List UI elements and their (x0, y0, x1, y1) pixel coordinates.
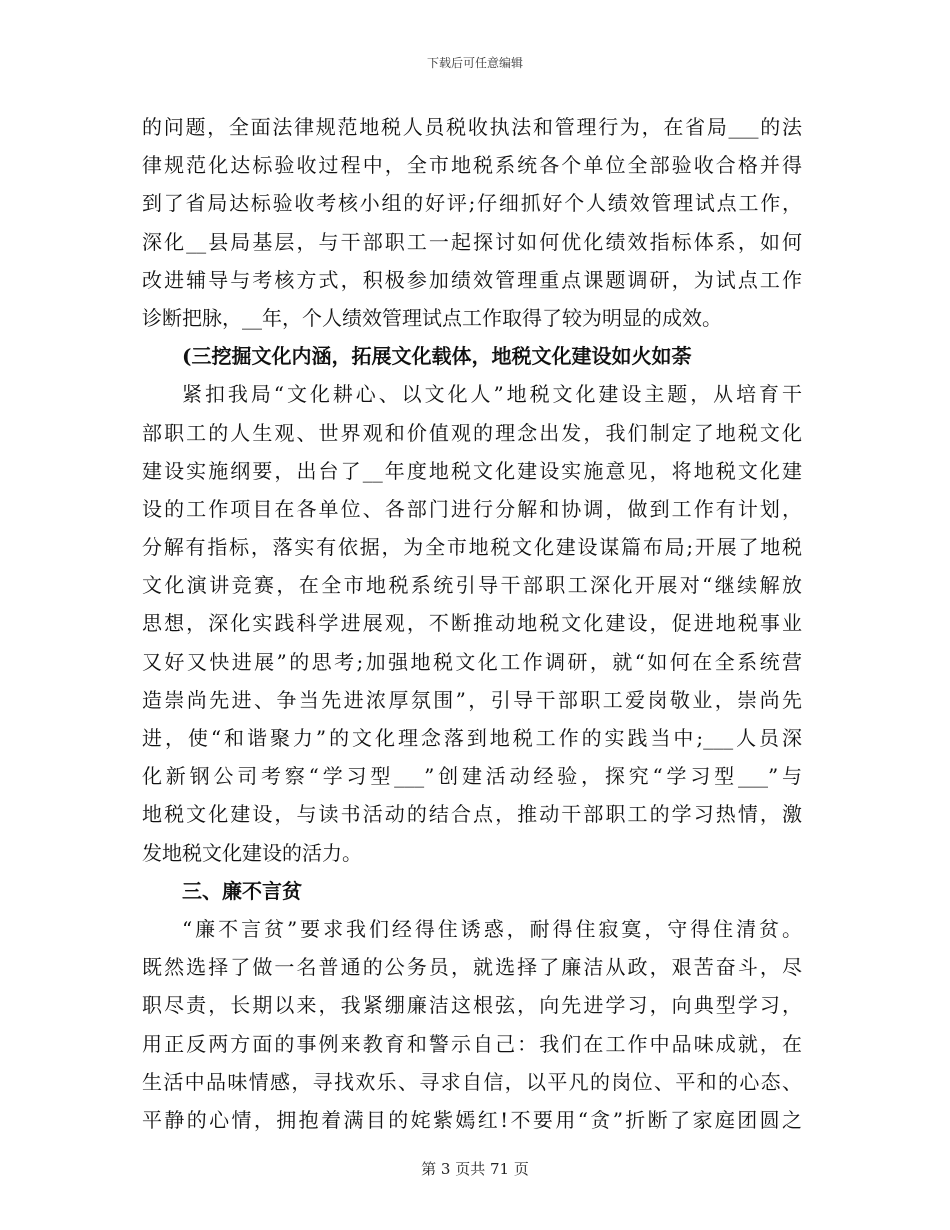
text-line: 律规范化达标验收过程中，全市地税系统各个单位全部验收合格并得 (142, 153, 802, 178)
text-line: 设的工作项目在各单位、各部门进行分解和协调，做到工作有计划， (142, 496, 802, 521)
document-body (142, 108, 802, 1139)
text-line: “廉不言贫”要求我们经得住诱惑，耐得住寂寞，守得住清贫。 (182, 916, 802, 941)
page-footer: 第 3 页共 71 页 (421, 1160, 529, 1178)
section-heading: (三挖掘文化内涵，拓展文化载体，地税文化建设如火如荼 (182, 344, 692, 369)
text-line: 进，使“和谐聚力”的文化理念落到地税工作的实践当中;___人员深 (142, 726, 802, 750)
text-line: 的问题，全面法律规范地税人员税收执法和管理行为，在省局___的法 (142, 115, 802, 139)
text-line: 地税文化建设，与读书活动的结合点，推动干部职工的学习热情，激 (142, 802, 802, 827)
text-line: 诊断把脉，__年，个人绩效管理试点工作取得了较为明显的成效。 (142, 305, 722, 330)
text-line: 生活中品味情感，寻找欢乐、寻求自信，以平凡的岗位、平和的心态、 (142, 1069, 802, 1094)
text-line: 建设实施纲要，出台了__年度地税文化建设实施意见，将地税文化建 (142, 458, 802, 483)
text-line: 职尽责，长期以来，我紧绷廉洁这根弦，向先进学习，向典型学习， (142, 993, 802, 1018)
text-line: 文化演讲竞赛，在全市地税系统引导干部职工深化开展对“继续解放 (142, 573, 802, 598)
text-line: 分解有指标，落实有依据，为全市地税文化建设谋篇布局;开展了地税 (142, 535, 802, 560)
text-line: 化新钢公司考察“学习型___”创建活动经验，探究“学习型___”与 (142, 764, 802, 789)
text-line: 用正反两方面的事例来教育和警示自己：我们在工作中品味成就，在 (142, 1031, 802, 1056)
text-line: 深化__县局基层，与干部职工一起探讨如何优化绩效指标体系，如何 (142, 229, 802, 254)
text-line: 到了省局达标验收考核小组的好评;仔细抓好个人绩效管理试点工作， (142, 191, 802, 216)
text-line: 思想，深化实践科学进展观，不断推动地税文化建设，促进地税事业 (142, 611, 802, 636)
text-line: 发地税文化建设的活力。 (142, 840, 362, 865)
text-line: 又好又快进展”的思考;加强地税文化工作调研，就“如何在全系统营 (142, 649, 802, 674)
text-line: 紧扣我局“文化耕心、以文化人”地税文化建设主题，从培育干 (182, 382, 802, 407)
page-header: 下载后可任意编辑 (426, 56, 523, 70)
section-heading: 三、廉不言贫 (182, 878, 302, 903)
text-line: 造崇尚先进、争当先进浓厚氛围”，引导干部职工爱岗敬业，崇尚先 (142, 687, 802, 712)
text-line: 改进辅导与考核方式，积极参加绩效管理重点课题调研，为试点工作 (142, 267, 802, 292)
text-line: 既然选择了做一名普通的公务员，就选择了廉洁从政，艰苦奋斗，尽 (142, 955, 802, 980)
text-line: 部职工的人生观、世界观和价值观的理念出发，我们制定了地税文化 (142, 420, 802, 445)
text-line: 平静的心情，拥抱着满目的姹紫嫣红!不要用“贪”折断了家庭团圆之 (142, 1107, 802, 1132)
